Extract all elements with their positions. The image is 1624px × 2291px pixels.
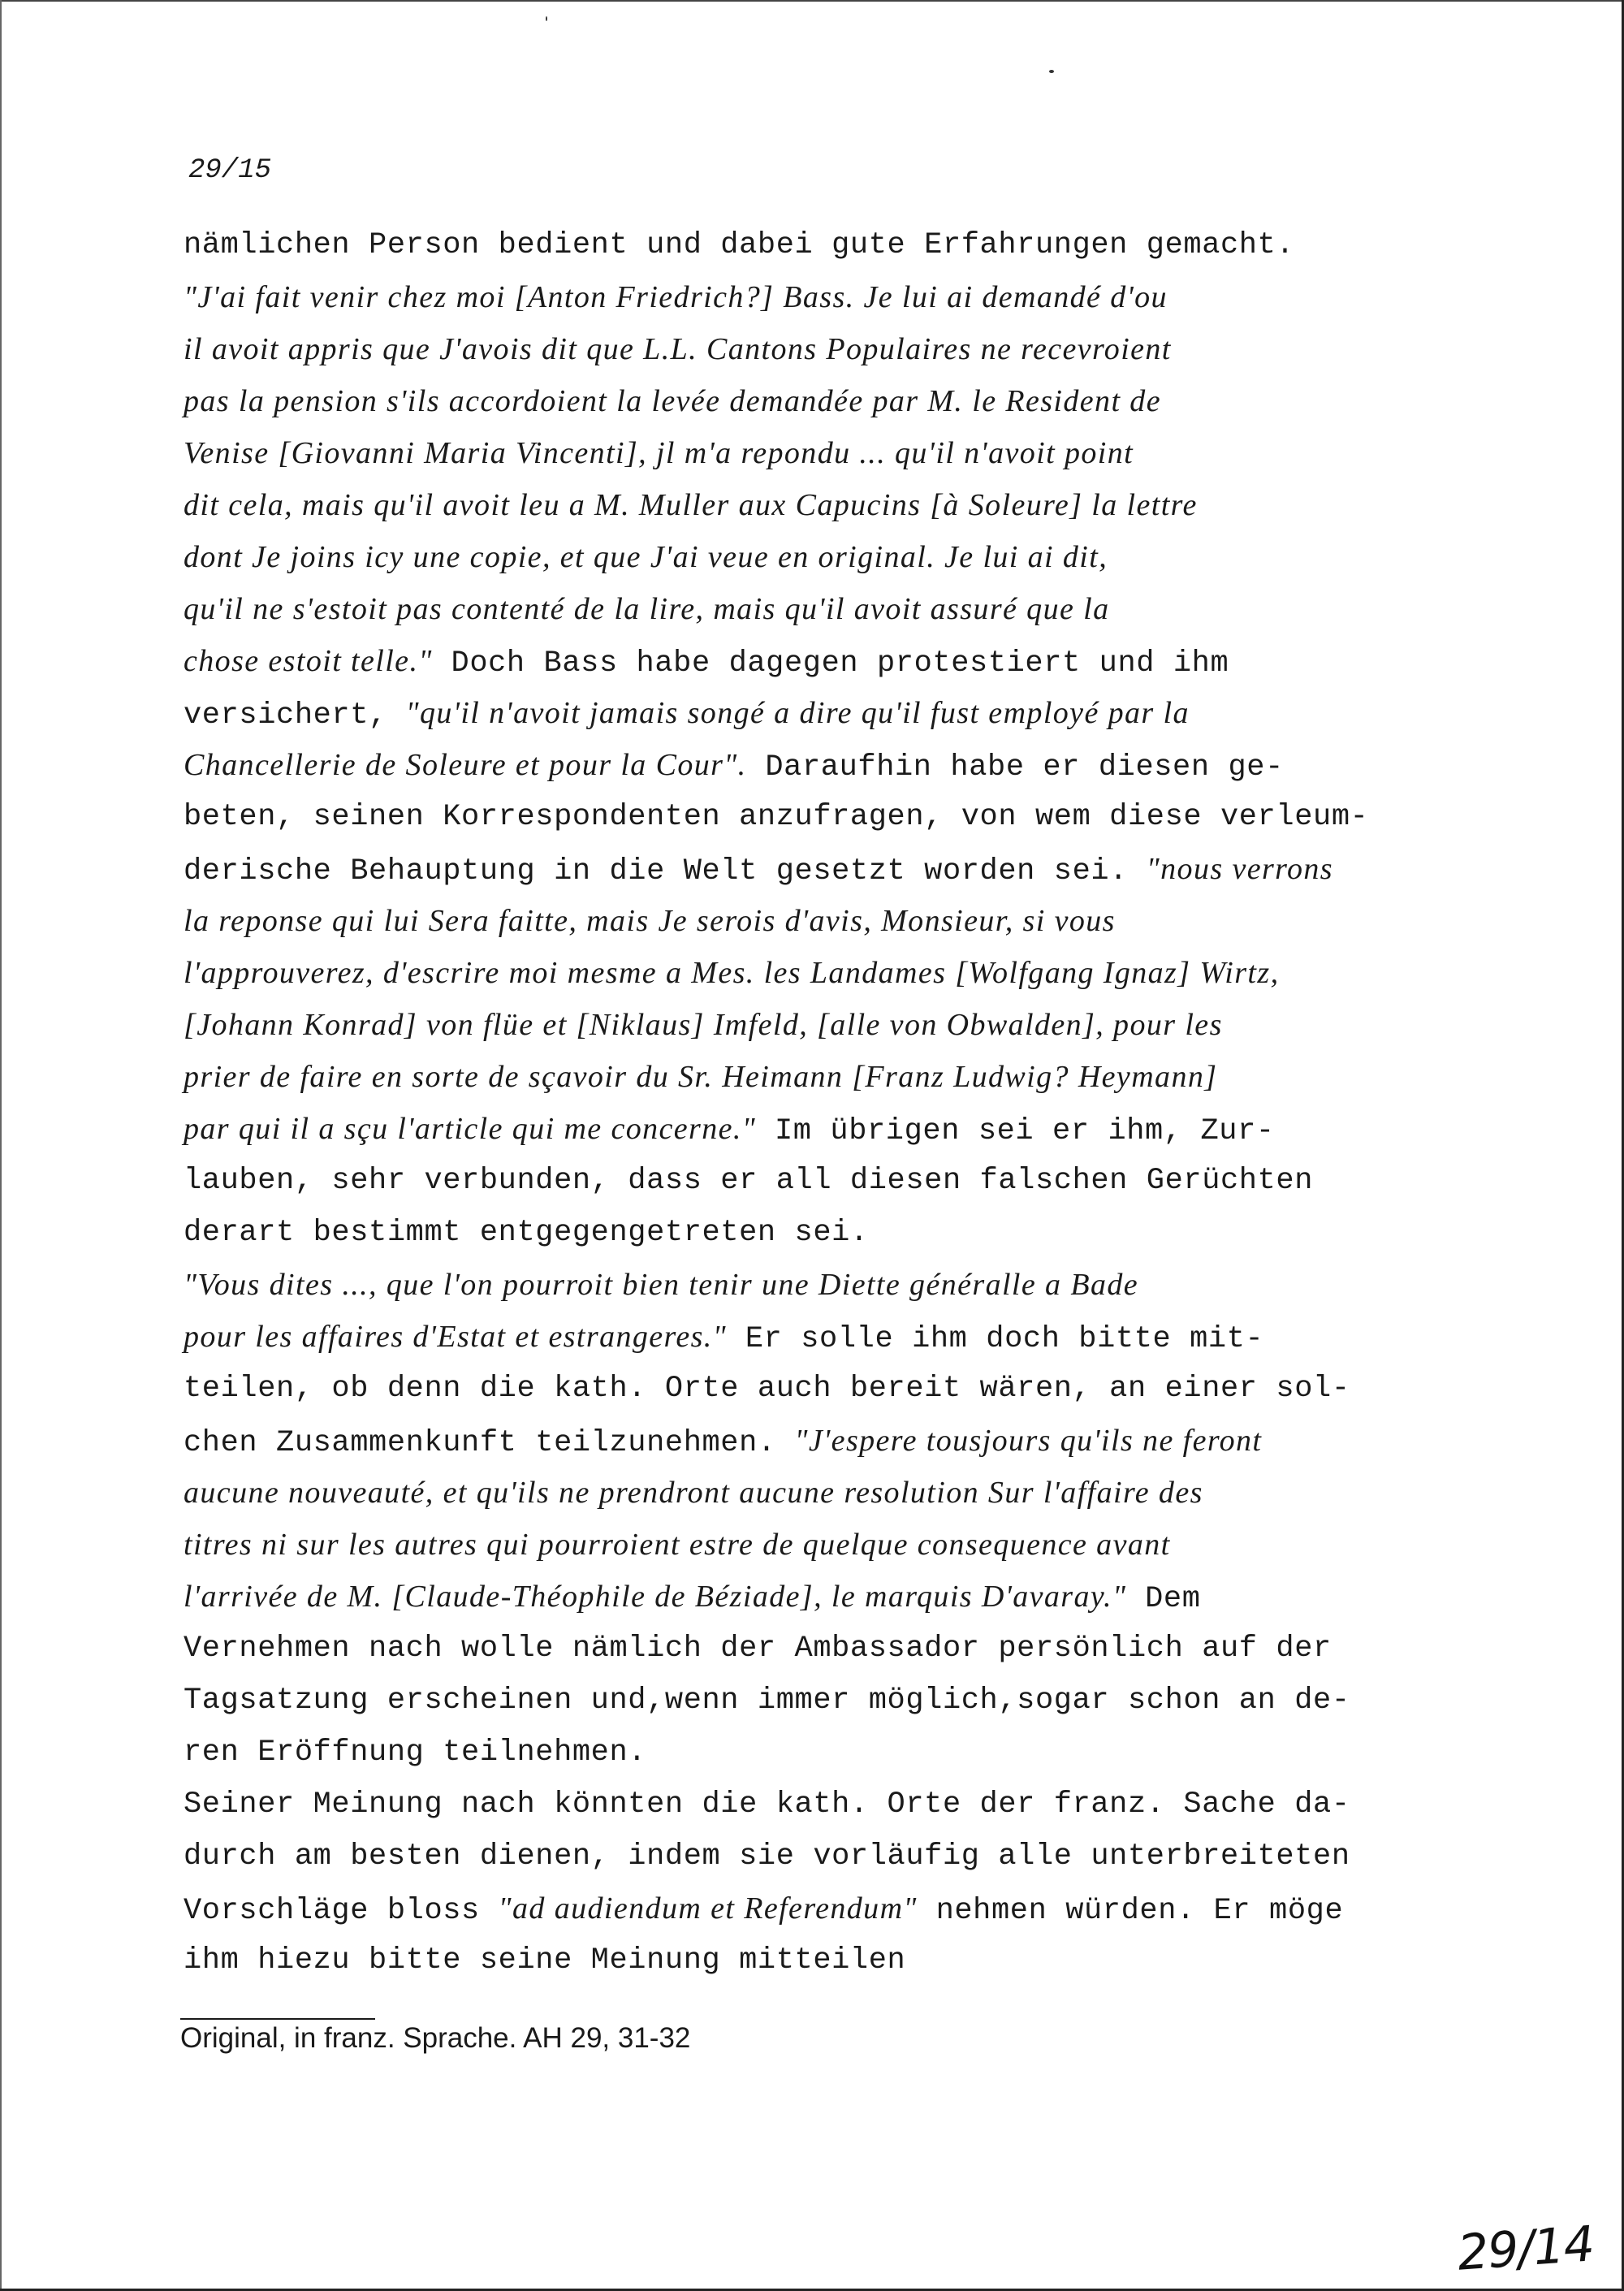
text-line: [184, 583, 1483, 635]
text-line: [184, 1311, 1483, 1363]
french-quote-segment: l'approuverez, d'escrire moi mesme a Mes. les Landames [Wolfgang Ignaz] Wirtz,: [184, 956, 1280, 990]
text-line: [184, 1519, 1483, 1571]
french-quote-segment: "J'espere tousjours qu'ils ne feront: [794, 1424, 1263, 1458]
scan-speck: [546, 16, 547, 21]
text-line: [184, 1779, 1483, 1831]
text-line: [184, 1883, 1483, 1934]
french-quote-segment: dont Je joins icy une copie, et que J'ai veue en original. Je lui ai dit,: [184, 540, 1108, 574]
german-text-segment: derische Behauptung in die Welt gesetzt worden sei.: [184, 854, 1147, 888]
text-line: [184, 1727, 1483, 1779]
german-text-segment: chen Zusammenkunft teilzunehmen.: [184, 1426, 795, 1460]
text-line: [184, 1103, 1483, 1155]
text-line: [184, 947, 1483, 999]
text-line: [184, 1363, 1483, 1415]
german-text-segment: durch am besten dienen, indem sie vorläufig alle unterbreiteten: [184, 1839, 1350, 1874]
text-line: [184, 1467, 1483, 1519]
text-line: [184, 1623, 1483, 1675]
german-text-segment: versichert,: [184, 698, 406, 733]
text-line: [184, 843, 1483, 895]
text-line: [184, 531, 1483, 583]
german-text-segment: Daraufhin habe er diesen ge-: [746, 750, 1284, 785]
german-text-segment: teilen, ob denn die kath. Orte auch bereit wären, an einer sol-: [184, 1372, 1350, 1406]
french-quote-segment: pour les affaires d'Estat et estrangeres.": [184, 1320, 728, 1354]
german-text-segment: derart bestimmt entgegengetreten sei.: [184, 1216, 869, 1250]
french-quote-segment: chose estoit telle.": [184, 644, 433, 678]
page-folio-number: 29/15: [188, 155, 272, 186]
text-line: [184, 1571, 1483, 1623]
text-line: [184, 739, 1483, 791]
text-line: [184, 427, 1483, 479]
french-quote-segment: Chancellerie de Soleure et pour la Cour".: [184, 748, 747, 782]
text-line: [184, 895, 1483, 947]
french-quote-segment: qu'il ne s'estoit pas contenté de la lire, mais qu'il avoit assuré que la: [184, 592, 1110, 626]
french-quote-segment: "ad audiendum et Referendum": [498, 1891, 918, 1926]
text-line: [184, 323, 1483, 375]
text-line: [184, 1051, 1483, 1103]
french-quote-segment: "Vous dites ..., que l'on pourroit bien tenir une Diette généralle a Bade: [184, 1268, 1139, 1302]
text-line: [184, 635, 1483, 687]
text-line: [184, 479, 1483, 531]
german-text-segment: Tagsatzung erscheinen und,wenn immer möglich,sogar schon an de-: [184, 1684, 1350, 1718]
scan-border-top: [0, 0, 1624, 2]
german-text-segment: Dem: [1126, 1582, 1201, 1616]
french-quote-segment: "J'ai fait venir chez moi [Anton Friedrich?] Bass. Je lui ai demandé d'ou: [184, 280, 1168, 314]
text-line: [184, 1259, 1483, 1311]
scan-speck: [1049, 70, 1054, 73]
german-text-segment: beten, seinen Korrespondenten anzufragen, von wem diese verleum-: [184, 800, 1369, 834]
french-quote-segment: l'arrivée de M. [Claude-Théophile de Béziade], le marquis D'avaray.": [184, 1580, 1127, 1614]
scan-border-left: [0, 0, 2, 2291]
text-line: [184, 791, 1483, 843]
german-text-segment: Vorschläge bloss: [184, 1894, 499, 1928]
german-text-segment: Er solle ihm doch bitte mit-: [727, 1322, 1264, 1356]
french-quote-segment: aucune nouveauté, et qu'ils ne prendront aucune resolution Sur l'affaire des: [184, 1476, 1203, 1510]
text-line: [184, 687, 1483, 739]
text-line: [184, 219, 1483, 271]
text-line: [184, 1415, 1483, 1467]
french-quote-segment: titres ni sur les autres qui pourroient estre de quelque consequence avant: [184, 1528, 1171, 1562]
french-quote-segment: pas la pension s'ils accordoient la levée demandée par M. le Resident de: [184, 384, 1161, 418]
text-line: [184, 1675, 1483, 1727]
text-line: [184, 1155, 1483, 1207]
text-line: [184, 999, 1483, 1051]
french-quote-segment: par qui il a sçu l'article qui me concerne.": [184, 1112, 757, 1146]
german-text-segment: Doch Bass habe dagegen protestiert und ihm: [432, 646, 1229, 681]
german-text-segment: Vernehmen nach wolle nämlich der Ambassador persönlich auf der: [184, 1632, 1332, 1666]
text-line: [184, 375, 1483, 427]
german-text-segment: lauben, sehr verbunden, dass er all diesen falschen Gerüchten: [184, 1164, 1314, 1198]
text-line: [184, 1207, 1483, 1259]
french-quote-segment: la reponse qui lui Sera faitte, mais Je serois d'avis, Monsieur, si vous: [184, 904, 1116, 938]
french-quote-segment: prier de faire en sorte de sçavoir du Sr. Heimann [Franz Ludwig? Heymann]: [184, 1060, 1218, 1094]
text-line: [184, 1831, 1483, 1883]
german-text-segment: nämlichen Person bedient und dabei gute Erfahrungen gemacht.: [184, 228, 1295, 262]
french-quote-segment: dit cela, mais qu'il avoit leu a M. Muller aux Capucins [à Soleure] la lettre: [184, 488, 1198, 522]
german-text-segment: Seiner Meinung nach könnten die kath. Orte der franz. Sache da-: [184, 1787, 1350, 1822]
french-quote-segment: [Johann Konrad] von flüe et [Niklaus] Imfeld, [alle von Obwalden], pour les: [184, 1008, 1223, 1042]
handwritten-page-number: 29/14: [1455, 2215, 1596, 2282]
french-quote-segment: "qu'il n'avoit jamais songé a dire qu'il fust employé par la: [405, 696, 1190, 730]
german-text-segment: ihm hiezu bitte seine Meinung mitteilen: [184, 1943, 906, 1978]
text-line: [184, 271, 1483, 323]
german-text-segment: nehmen würden. Er möge: [917, 1894, 1344, 1928]
body-text: [184, 219, 1483, 1986]
german-text-segment: Im übrigen sei er ihm, Zur-: [756, 1114, 1275, 1148]
french-quote-segment: "nous verrons: [1146, 852, 1333, 886]
text-line: [184, 1934, 1483, 1986]
footnote-source: Original, in franz. Sprache. AH 29, 31-32: [180, 2022, 691, 2054]
french-quote-segment: Venise [Giovanni Maria Vincenti], jl m'a repondu ... qu'il n'avoit point: [184, 436, 1134, 470]
french-quote-segment: il avoit appris que J'avois dit que L.L. Cantons Populaires ne recevroient: [184, 332, 1172, 366]
german-text-segment: ren Eröffnung teilnehmen.: [184, 1736, 647, 1770]
